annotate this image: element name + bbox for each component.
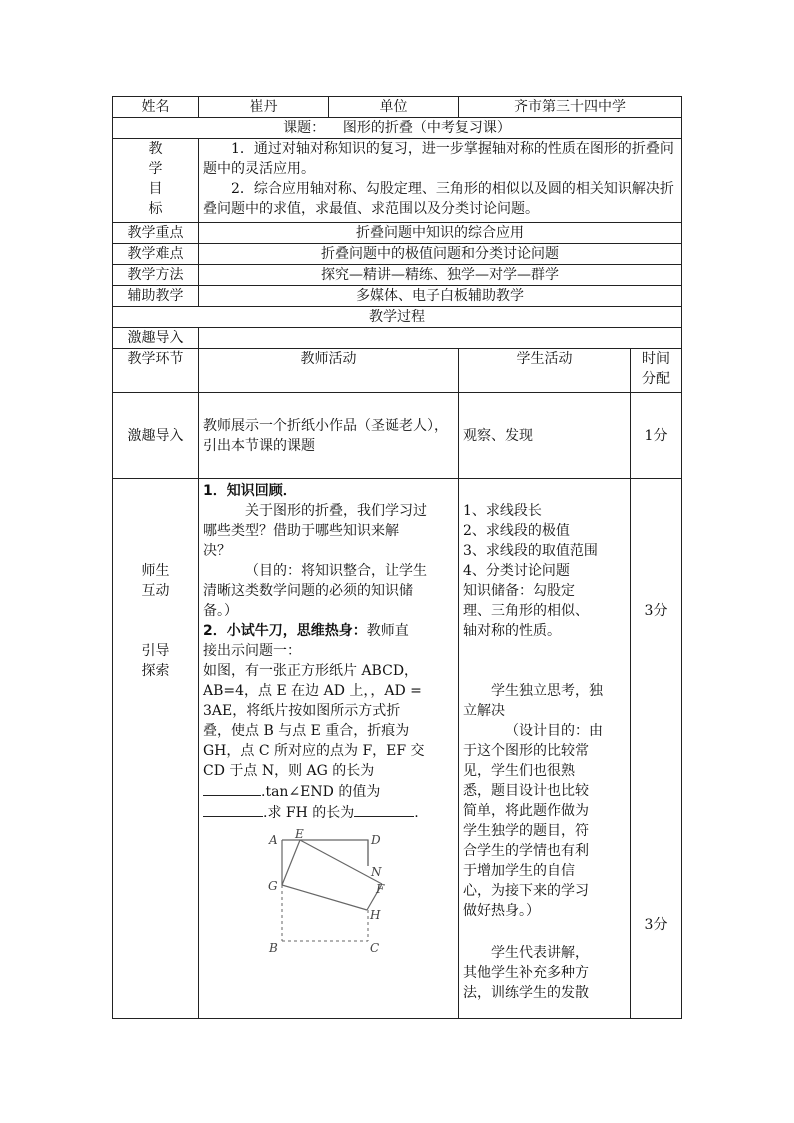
topic-value: 图形的折叠（中考复习课） <box>342 120 511 136</box>
objectives-label-char: 教 <box>148 141 163 157</box>
stage-text: 师生 <box>141 563 170 579</box>
teacher-text: 3AE，将纸片按如图所示方式折 <box>203 703 401 719</box>
figure-label-f: F <box>376 882 385 896</box>
teacher-text: 决？ <box>203 543 231 559</box>
teacher-text: .求 FH 的长为 <box>263 805 355 821</box>
student-text: 理、三角形的相似、 <box>463 603 589 619</box>
difficulty-label: 教学难点 <box>113 244 199 265</box>
student-text: 合学生的学情也有利 <box>463 843 589 859</box>
teacher-heading: 1．知识回顾． <box>203 483 297 499</box>
student-text: 心，为接下来的学习 <box>463 883 589 899</box>
student-text: 法，训练学生的发散 <box>463 985 589 1001</box>
student-list-item: 3、求线段的取值范围 <box>463 543 598 559</box>
student-text: 轴对称的性质。 <box>463 623 561 639</box>
figure-label-b: B <box>269 941 278 955</box>
aids-label: 辅助教学 <box>113 286 199 307</box>
topic-row <box>113 118 682 139</box>
figure-label-h: H <box>370 908 381 922</box>
teacher-text: GH，点 C 所对应的点为 F，EF 交 <box>203 743 425 759</box>
stage-text: 引导 <box>141 643 170 659</box>
teacher-text: 关于图形的折叠，我们学习过 <box>245 503 427 519</box>
interact-time <box>631 479 682 1019</box>
col-student-header: 学生活动 <box>459 349 631 393</box>
teacher-text: 哪些类型？借助于哪些知识来解 <box>203 523 399 539</box>
intro-stage: 激趣导入 <box>113 393 199 479</box>
intro-student: 观察、发现 <box>459 393 631 479</box>
figure-label-a: A <box>269 833 278 847</box>
teacher-text: 接出示问题一： <box>203 643 301 659</box>
figure-label-d: D <box>371 833 381 847</box>
figure-fold-gh <box>282 885 367 910</box>
teacher-text: 清晰这类数学问题的必须的知识储 <box>203 583 413 599</box>
objectives-label-char: 学 <box>148 161 163 177</box>
topic-label: 课题： <box>283 120 326 136</box>
objective-item: 2．综合应用轴对称、勾股定理、三角形的相似以及圆的相关知识解决折叠问题中的求值，求最值、求范围以及分类讨论问题。 <box>203 181 674 217</box>
method-label: 教学方法 <box>113 265 199 286</box>
figure-fold-ge <box>282 840 300 885</box>
objectives-content <box>199 139 682 223</box>
student-text: 做好热身。） <box>463 903 540 919</box>
intro-empty-cell <box>199 328 682 349</box>
stage-text: 探索 <box>141 663 170 679</box>
aids-value: 多媒体、电子白板辅助教学 <box>199 286 682 307</box>
time-value: 3分 <box>644 917 668 933</box>
difficulty-value: 折叠问题中的极值问题和分类讨论问题 <box>199 244 682 265</box>
objective-item: 1．通过对轴对称知识的复习，进一步掌握轴对称的性质在图形的折叠问题中的灵活应用。 <box>203 141 674 177</box>
teacher-text: .tan∠END 的值为 <box>261 784 381 800</box>
answer-blank <box>354 802 414 817</box>
unit-label: 单位 <box>329 97 459 118</box>
student-text: 于这个图形的比较常 <box>463 743 589 759</box>
student-text: 悉，题目设计也比较 <box>463 783 589 799</box>
col-stage-header: 教学环节 <box>113 349 199 393</box>
student-text: 学生独立思考，独 <box>491 683 603 699</box>
col-time-header-line: 分配 <box>642 371 670 387</box>
interact-stage <box>113 479 199 1019</box>
key-point-label: 教学重点 <box>113 223 199 244</box>
unit-value: 齐市第三十四中学 <box>459 97 682 118</box>
figure-label-n: N <box>371 865 382 879</box>
interact-student <box>459 479 631 1019</box>
teacher-text: 叠，使点 B 与点 E 重合，折痕为 <box>203 723 410 739</box>
stage-text: 互动 <box>141 583 170 599</box>
student-text: 其他学生补充多种方 <box>463 965 589 981</box>
teacher-text: AB=4，点 E 在边 AD 上，，AD = <box>203 683 422 699</box>
lesson-plan-table <box>112 96 682 1019</box>
interact-teacher <box>199 479 459 1019</box>
figure-label-e: E <box>295 829 304 841</box>
col-time-header-line: 时间 <box>642 351 670 367</box>
teacher-text: 教师直 <box>366 623 409 639</box>
answer-blank <box>203 802 263 817</box>
intro-teacher: 教师展示一个折纸小作品（圣诞老人），引出本节课的课题 <box>199 393 459 479</box>
method-value: 探究—精讲—精练、独学—对学—群学 <box>199 265 682 286</box>
key-point-value: 折叠问题中知识的综合应用 <box>199 223 682 244</box>
name-value: 崔丹 <box>199 97 329 118</box>
student-text: 于增加学生的自信 <box>463 863 575 879</box>
student-text: 简单，将此题作做为 <box>463 803 589 819</box>
teacher-text: 备。） <box>203 603 238 619</box>
student-text: 学生代表讲解， <box>491 945 589 961</box>
teacher-text: . <box>414 805 419 821</box>
objectives-label <box>113 139 199 223</box>
col-teacher-header: 教师活动 <box>199 349 459 393</box>
student-text: 知识储备：勾股定 <box>463 583 575 599</box>
student-text: 立解决 <box>463 703 505 719</box>
intro-time: 1分 <box>631 393 682 479</box>
objectives-label-char: 目 <box>148 181 163 197</box>
student-text: （设计目的：由 <box>505 723 603 739</box>
col-time-header <box>631 349 682 393</box>
student-text: 学生独学的题目，符 <box>463 823 589 839</box>
figure-label-c: C <box>370 941 380 955</box>
student-list-item: 1、求线段长 <box>463 503 542 519</box>
intro-label: 激趣导入 <box>113 328 199 349</box>
student-text: 见，学生们也很熟 <box>463 763 575 779</box>
lesson-plan-page <box>112 96 681 1019</box>
figure-label-g: G <box>268 879 278 893</box>
objectives-label-char: 标 <box>148 201 163 217</box>
process-title: 教学过程 <box>113 307 682 328</box>
teacher-text: （目的：将知识整合，让学生 <box>245 563 427 579</box>
teacher-text: 如图，有一张正方形纸片 ABCD， <box>203 663 419 679</box>
student-list-item: 2、求线段的极值 <box>463 523 570 539</box>
student-list-item: 4、分类讨论问题 <box>463 563 570 579</box>
figure-fold-ef <box>300 840 382 884</box>
teacher-text: CD 于点 N，则 AG 的长为 <box>203 763 375 779</box>
time-value: 3分 <box>644 603 668 619</box>
teacher-heading: 2．小试牛刀，思维热身： <box>203 623 367 639</box>
answer-blank <box>203 781 261 796</box>
folding-figure <box>257 829 387 957</box>
name-label: 姓名 <box>113 97 199 118</box>
